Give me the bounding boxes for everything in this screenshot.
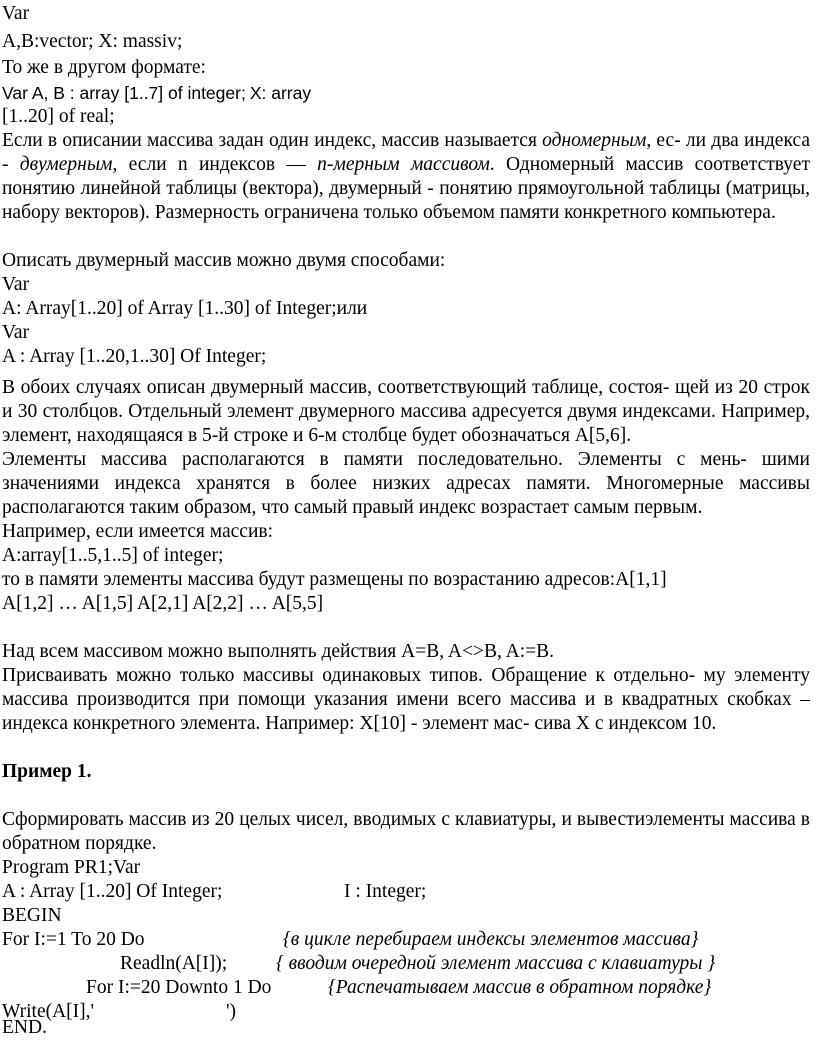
code-begin: BEGIN	[2, 905, 62, 926]
code-comment-2: { вводим очередной элемент массива с клавиатуры }	[276, 953, 716, 974]
paragraph-both-cases: В обоих случаях описан двумерный массив, соответствующий таблице, состоя- щей из 20 строк и 30 столбцов. Отдельный элемент двумерного массива адресуется двумя индексами. Например, элемент, находящаяся в 5-й строке и 6-м столбце будет обозначаться A[5,6].	[2, 377, 810, 446]
text-example-if: Например, если имеется массив:	[2, 521, 274, 542]
code-readln: Readln(A[I]);	[120, 953, 228, 974]
code-line-array-of-array: A: Array[1..20] of Array [1..30] of Integer;или	[2, 298, 368, 319]
text-two-ways: Описать двумерный массив можно двумя способами:	[2, 250, 446, 271]
paragraph-assignment: Присваивать можно только массивы одинаковых типов. Обращение к отдельно- му элементу массива производится при помощи указания имени всего массива и в квадратных скобках – индекса конкретного элемента. Например: X[10] - элемент мас- сива X с индексом 10.	[2, 665, 810, 734]
p1-term-two-dimensional: двумерным	[19, 154, 113, 175]
p1-term-n-dimensional: n-мерным массивом	[317, 154, 490, 175]
code-for-loop-1: For I:=1 To 20 Do	[2, 929, 145, 950]
code-write-close: ')	[226, 1001, 237, 1022]
code-line-variables: A : Array [1..20] Of Integer;	[2, 881, 223, 902]
code-program-header: Program PR1;Var	[2, 857, 141, 878]
code-line-var-1: Var	[2, 3, 30, 24]
paragraph-memory-layout: Элементы массива располагаются в памяти последовательно. Элементы с мень- шими значениями индекса хранятся в более низких адресах памяти. Многомерные массивы располагаются таким образом, что самый правый индекс возрастает самым первым.	[2, 449, 810, 518]
p1-text-2: , ес- ли два индекса -	[2, 130, 810, 175]
p1-text-1: Если в описании массива задан один индекс, массив называется	[2, 130, 543, 151]
code-line-declaration-2	[2, 81, 311, 106]
code-line-variable-i: I : Integer;	[344, 881, 427, 902]
code-line-array-5x5: A:array[1..5,1..5] of integer;	[2, 545, 224, 566]
example-task-description: Сформировать массив из 20 целых чисел, вводимых с клавиатуры, и вывестиэлементы массива в обратном порядке.	[2, 809, 810, 854]
example-heading: Пример 1.	[2, 761, 92, 782]
code-for-loop-2: For I:=20 Downto 1 Do	[86, 977, 272, 998]
text-element-sequence: A[1,2] … A[1,5] A[2,1] A[2,2] … A[5,5]	[2, 593, 324, 614]
code-comment-1: {в цикле перебираем индексы элементов массива}	[283, 929, 699, 950]
code-fragment-var-ab: Var A, B : array [1..7] of integer;	[2, 83, 246, 103]
text-array-operations: Над всем массивом можно выполнять действия A=B, A<>B, A:=B.	[2, 641, 555, 662]
code-write: Write(A[I],'	[2, 1001, 95, 1022]
code-line-array-2d: A : Array [1..20,1..30] Of Integer;	[2, 346, 267, 367]
code-line-declaration-1: A,B:vector; X: massiv;	[2, 31, 183, 52]
p1-term-one-dimensional: одномерным	[542, 130, 647, 151]
p1-text-4: . Одномерный массив соответствует понятию линейной таблицы (вектора), двумерный - понятию прямоугольной таблицы (матрицы, набору векторов). Размерность ограничена только объемом памяти конкретного компьютера.	[2, 154, 810, 223]
code-line-var-3: Var	[2, 322, 30, 343]
paragraph-dimensions	[2, 129, 810, 225]
code-comment-3: {Распечатываем массив в обратном порядке}	[328, 977, 712, 998]
text-other-format: То же в другом формате:	[2, 57, 206, 78]
code-end: END.	[2, 1017, 47, 1038]
p1-text-3: , если n индексов —	[112, 154, 318, 175]
paragraph-address-order: то в памяти элементы массива будут размещены по возрастанию адресов:A[1,1]	[2, 569, 667, 590]
code-fragment-x-array: X: array	[249, 83, 312, 103]
code-line-of-real: [1..20] of real;	[2, 106, 115, 127]
code-line-var-2: Var	[2, 274, 30, 295]
